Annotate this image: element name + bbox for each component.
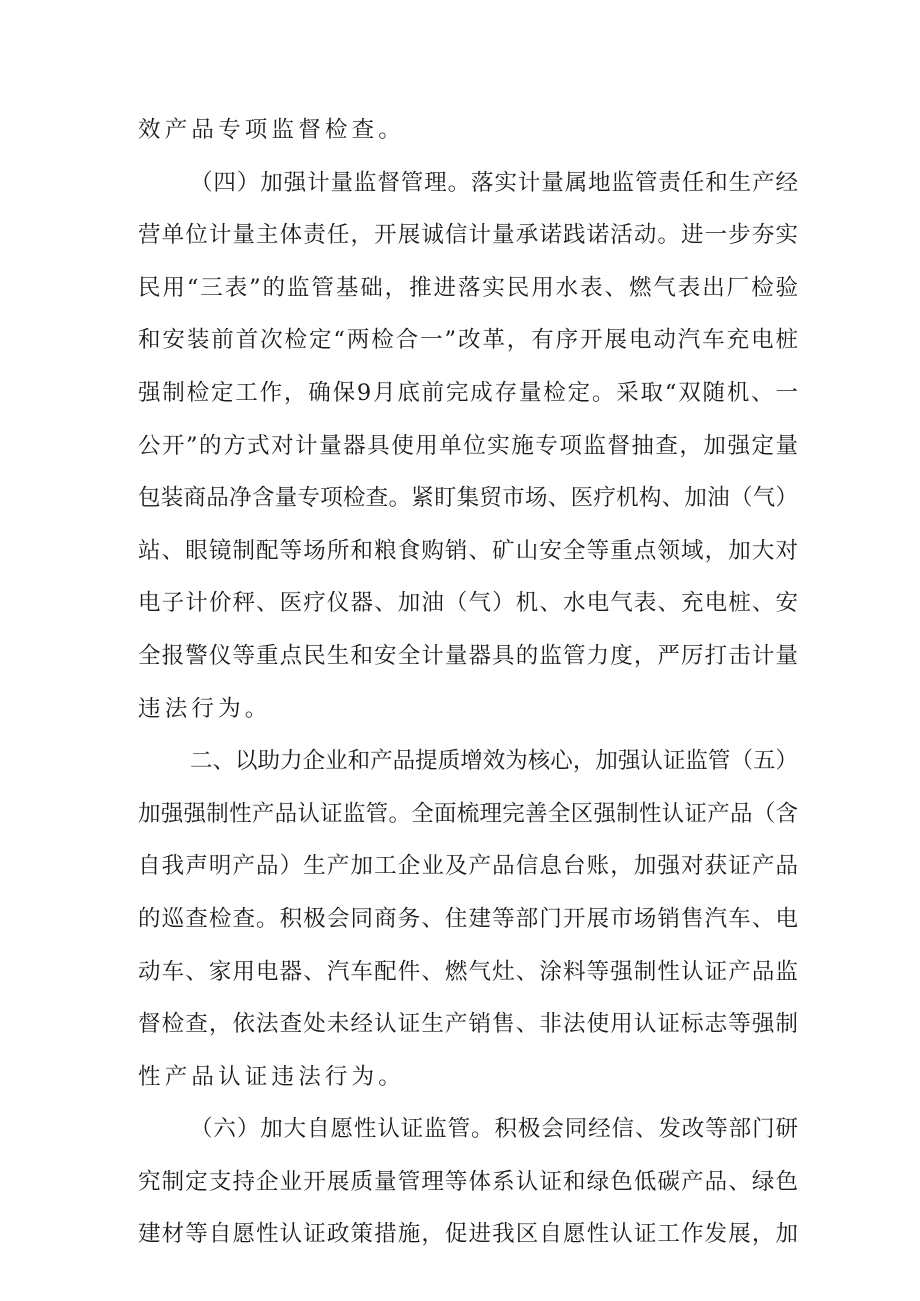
text-line: 性产品认证违法行为。 bbox=[138, 1063, 406, 1090]
text-line: 站、眼镜制配等场所和粮食购销、矿山安全等重点领域，加大对 bbox=[138, 537, 798, 564]
text-line: 营单位计量主体责任，开展诚信计量承诺践诺活动。进一步夯实 bbox=[138, 222, 798, 249]
text-line: 的巡查检查。积极会同商务、住建等部门开展市场销售汽车、电 bbox=[138, 905, 798, 932]
text-line: 强制检定工作，确保9月底前完成存量检定。采取“双随机、一 bbox=[138, 379, 798, 406]
text-line: 自我声明产品）生产加工企业及产品信息台账，加强对获证产品 bbox=[138, 853, 798, 880]
document-body bbox=[138, 104, 798, 1261]
text-line: （六）加大自愿性认证监管。积极会同经信、发改等部门研 bbox=[190, 1116, 798, 1143]
text-line: 和安装前首次检定“两检合一”改革，有序开展电动汽车充电桩 bbox=[138, 327, 798, 354]
text-line: 加强强制性产品认证监管。全面梳理完善全区强制性认证产品（含 bbox=[138, 800, 798, 827]
text-line: 效产品专项监督检查。 bbox=[138, 117, 406, 143]
text-line: （四）加强计量监督管理。落实计量属地监管责任和生产经 bbox=[190, 169, 798, 196]
text-line: 二、以助力企业和产品提质增效为核心，加强认证监管（五） bbox=[190, 748, 798, 775]
text-line: 督检查，依法查处未经认证生产销售、非法使用认证标志等强制 bbox=[138, 1011, 798, 1038]
text-line: 究制定支持企业开展质量管理等体系认证和绿色低碳产品、绿色 bbox=[138, 1168, 798, 1195]
text-line: 违法行为。 bbox=[138, 695, 272, 722]
text-line: 动车、家用电器、汽车配件、燃气灶、涂料等强制性认证产品监 bbox=[138, 958, 798, 985]
text-line: 包装商品净含量专项检查。紧盯集贸市场、医疗机构、加油（气） bbox=[138, 485, 798, 512]
text-line: 建材等自愿性认证政策措施，促进我区自愿性认证工作发展，加 bbox=[138, 1221, 798, 1248]
text-line: 公开”的方式对计量器具使用单位实施专项监督抽查，加强定量 bbox=[138, 432, 798, 459]
text-line: 全报警仪等重点民生和安全计量器具的监管力度，严厉打击计量 bbox=[138, 642, 798, 669]
text-line: 民用“三表”的监管基础，推进落实民用水表、燃气表出厂检验 bbox=[138, 274, 798, 301]
text-line: 电子计价秤、医疗仪器、加油（气）机、水电气表、充电桩、安 bbox=[138, 590, 798, 617]
